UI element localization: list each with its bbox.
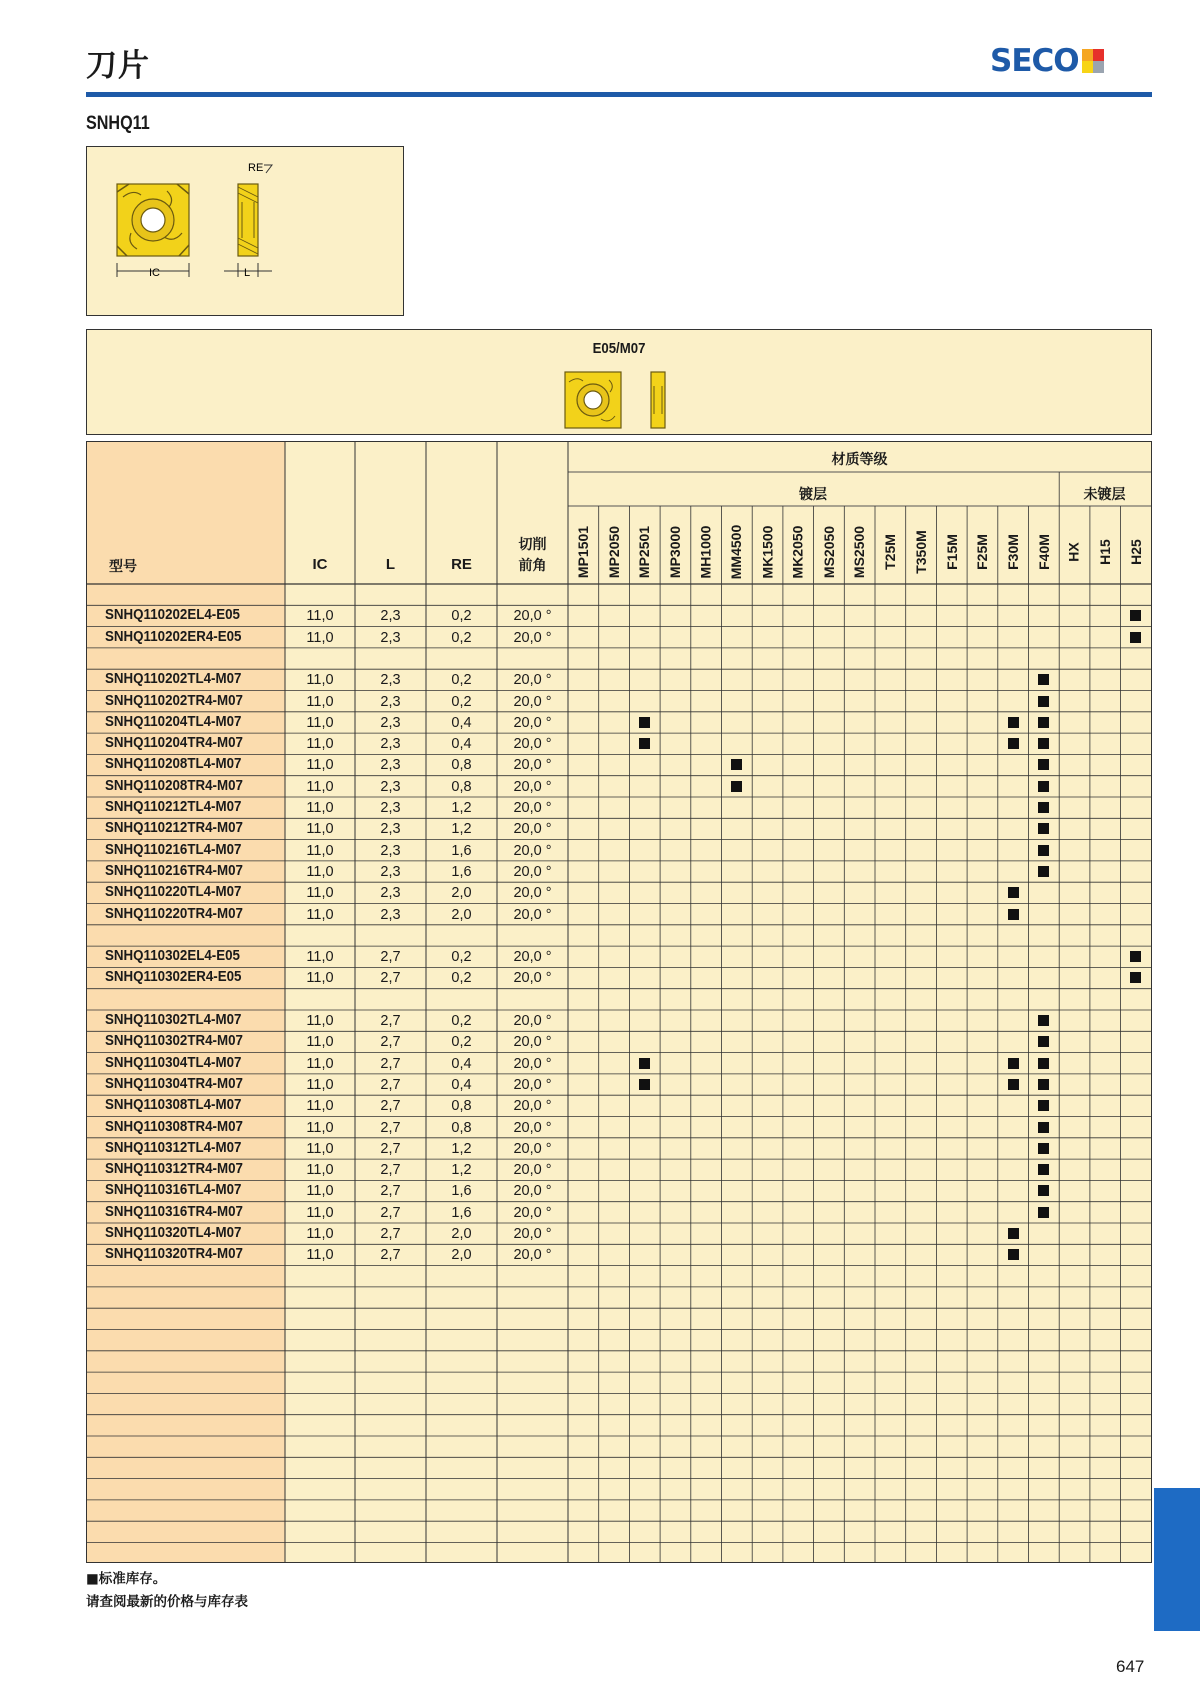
model-code: SNHQ110202EL4-E05 xyxy=(105,607,240,624)
stock-mark-f40m xyxy=(1038,1207,1049,1218)
table-row xyxy=(87,1053,1151,1074)
cell-ic: 11,0 xyxy=(306,863,334,880)
cell-angle: 20,0 ° xyxy=(513,1098,552,1115)
cell-angle: 20,0 ° xyxy=(513,1204,552,1221)
cell-ic: 11,0 xyxy=(306,949,334,966)
stock-mark-f40m xyxy=(1038,674,1049,685)
cell-ic: 11,0 xyxy=(306,1055,334,1072)
header-uncoated: 未镀层 xyxy=(1083,487,1126,503)
table-row xyxy=(87,904,1151,925)
stock-mark-f40m xyxy=(1038,781,1049,792)
grade-header-label: MS2500 xyxy=(851,525,868,579)
cell-l: 2,3 xyxy=(380,778,401,795)
model-code: SNHQ110308TL4-M07 xyxy=(105,1097,242,1114)
insert-table xyxy=(86,441,1152,1563)
cell-re: 1,2 xyxy=(451,1162,472,1179)
cell-ic: 11,0 xyxy=(306,778,334,795)
table-row xyxy=(87,1223,1151,1244)
ic-label: IC xyxy=(149,267,160,279)
grade-header-t25m xyxy=(875,508,905,596)
stock-mark-f40m xyxy=(1038,717,1049,728)
grade-header-mk1500 xyxy=(752,508,782,596)
stock-mark-f40m xyxy=(1038,823,1049,834)
cell-l: 2,7 xyxy=(380,1098,401,1115)
cell-angle: 20,0 ° xyxy=(513,821,552,838)
cell-ic: 11,0 xyxy=(306,1247,334,1264)
cell-l: 2,3 xyxy=(380,736,401,753)
cell-angle: 20,0 ° xyxy=(513,736,552,753)
cell-re: 0,8 xyxy=(451,1119,472,1136)
stock-mark-f40m xyxy=(1038,759,1049,770)
grade-header-label: F30M xyxy=(1004,534,1021,570)
stock-mark-f40m xyxy=(1038,738,1049,749)
model-code: SNHQ110212TR4-M07 xyxy=(105,820,243,837)
cell-ic: 11,0 xyxy=(306,1098,334,1115)
cell-l: 2,7 xyxy=(380,1204,401,1221)
cell-re: 0,4 xyxy=(451,1055,472,1072)
cell-re: 0,4 xyxy=(451,736,472,753)
cell-re: 2,0 xyxy=(451,1247,472,1264)
cell-angle: 20,0 ° xyxy=(513,1183,552,1200)
table-row xyxy=(87,605,1151,626)
grade-header-mp2501 xyxy=(629,508,659,596)
chipbreaker-label: E05/M07 xyxy=(592,340,646,357)
stock-mark-h25 xyxy=(1130,610,1141,621)
model-code: SNHQ110204TR4-M07 xyxy=(105,735,243,752)
stock-mark-f40m xyxy=(1038,1143,1049,1154)
cell-re: 1,2 xyxy=(451,800,472,816)
grade-header-label: HX xyxy=(1066,542,1083,562)
cell-angle: 20,0 ° xyxy=(513,885,552,902)
table-row xyxy=(87,861,1151,882)
cell-ic: 11,0 xyxy=(306,1034,334,1051)
chipbreaker-banner xyxy=(86,329,1152,435)
cell-angle: 20,0 ° xyxy=(513,778,552,795)
grade-header-ms2500 xyxy=(844,508,874,596)
table-row xyxy=(87,691,1151,712)
grade-header-label: T25M xyxy=(882,534,899,570)
stock-mark-f40m xyxy=(1038,866,1049,877)
cell-re: 0,2 xyxy=(451,949,472,966)
cell-angle: 20,0 ° xyxy=(513,608,552,625)
grade-header-f30m xyxy=(998,508,1028,596)
grade-header-t350m xyxy=(906,508,936,596)
cell-re: 1,6 xyxy=(451,1204,472,1221)
cell-l: 2,3 xyxy=(380,821,401,838)
model-code: SNHQ110202TR4-M07 xyxy=(105,692,243,709)
grade-header-label: MK1500 xyxy=(759,525,776,579)
stock-legend: ■标准库存。 xyxy=(86,1571,167,1587)
stock-mark-h25 xyxy=(1130,972,1141,983)
product-code: SNHQ11 xyxy=(86,113,150,134)
cell-ic: 11,0 xyxy=(306,714,334,731)
model-code: SNHQ110208TL4-M07 xyxy=(105,756,242,773)
header-grade-group: 材质等级 xyxy=(831,452,888,468)
chipbreaker-insert-icon xyxy=(87,330,1151,434)
cell-re: 0,2 xyxy=(451,970,472,987)
cell-angle: 20,0 ° xyxy=(513,1226,552,1242)
cell-l: 2,3 xyxy=(380,629,401,646)
cell-ic: 11,0 xyxy=(306,1140,334,1157)
header-angle-line2: 前角 xyxy=(518,558,547,574)
cell-l: 2,7 xyxy=(380,1119,401,1136)
stock-mark-f30m xyxy=(1008,738,1019,749)
cell-ic: 11,0 xyxy=(306,800,334,816)
grade-header-label: MH1000 xyxy=(697,525,714,579)
model-code: SNHQ110220TL4-M07 xyxy=(105,884,242,901)
cell-ic: 11,0 xyxy=(306,906,334,923)
table-row xyxy=(87,818,1151,839)
cell-l: 2,3 xyxy=(380,906,401,923)
cell-angle: 20,0 ° xyxy=(513,800,552,816)
stock-mark-f30m xyxy=(1008,1249,1019,1260)
table-row xyxy=(87,712,1151,733)
table-row xyxy=(87,1244,1151,1265)
grade-header-mp1501 xyxy=(568,508,598,596)
table-row xyxy=(87,754,1151,775)
grade-header-f40m xyxy=(1029,508,1059,596)
cell-re: 0,2 xyxy=(451,672,472,689)
re-label: RE xyxy=(248,162,264,174)
cell-angle: 20,0 ° xyxy=(513,1119,552,1136)
cell-angle: 20,0 ° xyxy=(513,672,552,689)
grade-header-mh1000 xyxy=(691,508,721,596)
cell-re: 1,6 xyxy=(451,1183,472,1200)
cell-ic: 11,0 xyxy=(306,1076,334,1093)
stock-mark-f40m xyxy=(1038,1079,1049,1090)
cell-re: 0,2 xyxy=(451,1034,472,1051)
model-code: SNHQ110312TL4-M07 xyxy=(105,1139,242,1156)
stock-mark-f40m xyxy=(1038,1122,1049,1133)
grade-header-label: MP3000 xyxy=(667,525,684,579)
table-row xyxy=(87,1031,1151,1052)
header-coated: 镀层 xyxy=(799,487,827,503)
cell-re: 0,2 xyxy=(451,1013,472,1029)
model-code: SNHQ110216TR4-M07 xyxy=(105,862,243,879)
cell-angle: 20,0 ° xyxy=(513,906,552,923)
grade-header-ms2050 xyxy=(814,508,844,596)
table-row xyxy=(87,1138,1151,1159)
cell-angle: 20,0 ° xyxy=(513,693,552,710)
cell-l: 2,7 xyxy=(380,1055,401,1072)
cell-ic: 11,0 xyxy=(306,629,334,646)
seco-logo xyxy=(990,44,1104,78)
model-code: SNHQ110302TR4-M07 xyxy=(105,1033,243,1050)
stock-mark-f40m xyxy=(1038,1100,1049,1111)
cell-angle: 20,0 ° xyxy=(513,970,552,987)
cell-ic: 11,0 xyxy=(306,608,334,625)
stock-mark-h25 xyxy=(1130,951,1141,962)
table-row xyxy=(87,1180,1151,1201)
table-row xyxy=(87,967,1151,988)
model-code: SNHQ110304TR4-M07 xyxy=(105,1075,243,1092)
cell-angle: 20,0 ° xyxy=(513,1013,552,1029)
grade-header-label: F25M xyxy=(974,534,991,570)
cell-re: 2,0 xyxy=(451,885,472,902)
model-code: SNHQ110312TR4-M07 xyxy=(105,1161,243,1178)
model-code: SNHQ110320TR4-M07 xyxy=(105,1246,243,1263)
cell-ic: 11,0 xyxy=(306,1119,334,1136)
cell-l: 2,7 xyxy=(380,1076,401,1093)
stock-mark-mm4500 xyxy=(731,759,742,770)
cell-l: 2,7 xyxy=(380,1140,401,1157)
model-code: SNHQ110212TL4-M07 xyxy=(105,799,242,815)
stock-mark-f30m xyxy=(1008,1228,1019,1239)
cell-l: 2,3 xyxy=(380,757,401,774)
model-code: SNHQ110302ER4-E05 xyxy=(105,969,242,986)
grade-header-label: MP1501 xyxy=(575,525,591,579)
grade-header-label: H25 xyxy=(1127,539,1144,565)
header-angle-line1: 切削 xyxy=(518,537,547,553)
grade-header-h15 xyxy=(1090,508,1120,596)
model-code: SNHQ110204TL4-M07 xyxy=(105,713,242,730)
table-row xyxy=(87,1202,1151,1223)
cell-l: 2,7 xyxy=(380,970,401,987)
stock-mark-f30m xyxy=(1008,1058,1019,1069)
cell-angle: 20,0 ° xyxy=(513,1247,552,1264)
grade-header-label: MK2050 xyxy=(789,525,806,579)
header-l: L xyxy=(385,556,396,573)
header-re: RE xyxy=(451,556,472,573)
cell-angle: 20,0 ° xyxy=(513,842,552,859)
cell-angle: 20,0 ° xyxy=(513,949,552,966)
cell-angle: 20,0 ° xyxy=(513,1034,552,1051)
model-code: SNHQ110220TR4-M07 xyxy=(105,905,243,922)
stock-mark-f40m xyxy=(1038,1164,1049,1175)
stock-mark-mp2501 xyxy=(639,738,650,749)
grade-header-label: F40M xyxy=(1035,534,1052,570)
cell-re: 0,8 xyxy=(451,1098,472,1115)
cell-re: 0,2 xyxy=(451,608,472,625)
stock-mark-mp2501 xyxy=(639,1079,650,1090)
cell-angle: 20,0 ° xyxy=(513,757,552,774)
insert-dimension-diagram xyxy=(86,146,404,316)
stock-mark-f30m xyxy=(1008,717,1019,728)
cell-ic: 11,0 xyxy=(306,1183,334,1200)
grade-header-mp3000 xyxy=(660,508,690,596)
grade-header-f25m xyxy=(967,508,997,596)
table-row xyxy=(87,882,1151,903)
stock-mark-f30m xyxy=(1008,887,1019,898)
section-tab xyxy=(1154,1488,1200,1631)
l-label: L xyxy=(244,267,251,279)
cell-l: 2,3 xyxy=(380,714,401,731)
model-code: SNHQ110202TL4-M07 xyxy=(105,671,242,688)
model-code: SNHQ110304TL4-M07 xyxy=(105,1054,242,1071)
cell-re: 0,4 xyxy=(451,714,472,731)
cell-re: 0,8 xyxy=(451,778,472,795)
insert-diagram-icon xyxy=(87,147,403,315)
model-code: SNHQ110302TL4-M07 xyxy=(105,1012,242,1028)
header-ic: IC xyxy=(312,556,328,573)
cell-ic: 11,0 xyxy=(306,757,334,774)
cell-l: 2,7 xyxy=(380,1034,401,1051)
table-row xyxy=(87,840,1151,861)
cell-angle: 20,0 ° xyxy=(513,1055,552,1072)
cell-l: 2,3 xyxy=(380,800,401,816)
stock-mark-f40m xyxy=(1038,1058,1049,1069)
page-number: 647 xyxy=(1116,1657,1145,1676)
cell-re: 1,2 xyxy=(451,821,472,838)
cell-ic: 11,0 xyxy=(306,693,334,710)
cell-ic: 11,0 xyxy=(306,1162,334,1179)
cell-angle: 20,0 ° xyxy=(513,629,552,646)
cell-angle: 20,0 ° xyxy=(513,863,552,880)
stock-mark-f40m xyxy=(1038,1015,1049,1026)
cell-l: 2,7 xyxy=(380,1247,401,1264)
cell-angle: 20,0 ° xyxy=(513,714,552,731)
stock-mark-f30m xyxy=(1008,909,1019,920)
cell-ic: 11,0 xyxy=(306,970,334,987)
page-title: 刀片 xyxy=(86,48,150,84)
cell-l: 2,7 xyxy=(380,1162,401,1179)
grade-header-label: F15M xyxy=(943,534,960,570)
grade-header-label: MS2050 xyxy=(820,525,837,579)
cell-l: 2,3 xyxy=(380,842,401,859)
cell-angle: 20,0 ° xyxy=(513,1076,552,1093)
cell-re: 2,0 xyxy=(451,1226,472,1242)
table-row xyxy=(87,1010,1151,1031)
cell-ic: 11,0 xyxy=(306,842,334,859)
stock-mark-f40m xyxy=(1038,845,1049,856)
grade-header-label: MM4500 xyxy=(728,524,745,580)
cell-re: 2,0 xyxy=(451,906,472,923)
cell-re: 1,2 xyxy=(451,1140,472,1157)
price-note: 请查阅最新的价格与库存表 xyxy=(86,1594,248,1610)
stock-mark-h25 xyxy=(1130,632,1141,643)
cell-re: 1,6 xyxy=(451,863,472,880)
cell-angle: 20,0 ° xyxy=(513,1162,552,1179)
table-row xyxy=(87,797,1151,818)
stock-mark-mp2501 xyxy=(639,1058,650,1069)
cell-re: 0,2 xyxy=(451,693,472,710)
cell-ic: 11,0 xyxy=(306,672,334,689)
cell-l: 2,3 xyxy=(380,693,401,710)
cell-l: 2,3 xyxy=(380,608,401,625)
grade-header-f15m xyxy=(936,508,966,596)
model-code: SNHQ110216TL4-M07 xyxy=(105,841,242,858)
grade-header-mp2050 xyxy=(599,508,629,596)
model-code: SNHQ110208TR4-M07 xyxy=(105,777,243,794)
cell-angle: 20,0 ° xyxy=(513,1140,552,1157)
stock-mark-f40m xyxy=(1038,696,1049,707)
cell-l: 2,7 xyxy=(380,949,401,966)
cell-ic: 11,0 xyxy=(306,821,334,838)
cell-ic: 11,0 xyxy=(306,1013,334,1029)
model-code: SNHQ110202ER4-E05 xyxy=(105,628,242,645)
table-row xyxy=(87,627,1151,648)
grade-header-mm4500 xyxy=(722,508,752,596)
table-row xyxy=(87,1074,1151,1095)
logo-mark-icon xyxy=(1082,49,1104,73)
cell-ic: 11,0 xyxy=(306,1204,334,1221)
cell-ic: 11,0 xyxy=(306,736,334,753)
cell-l: 2,3 xyxy=(380,672,401,689)
model-code: SNHQ110308TR4-M07 xyxy=(105,1118,243,1135)
grade-header-label: T350M xyxy=(912,530,929,574)
model-code: SNHQ110316TR4-M07 xyxy=(105,1203,243,1220)
cell-ic: 11,0 xyxy=(306,1226,334,1242)
header-rule xyxy=(86,92,1152,97)
stock-mark-f30m xyxy=(1008,1079,1019,1090)
cell-l: 2,7 xyxy=(380,1226,401,1242)
cell-re: 0,8 xyxy=(451,757,472,774)
grade-header-label: MP2050 xyxy=(605,525,622,579)
cell-l: 2,3 xyxy=(380,863,401,880)
grade-header-label: H15 xyxy=(1096,539,1113,565)
stock-mark-mp2501 xyxy=(639,717,650,728)
table-row xyxy=(87,733,1151,754)
table-row xyxy=(87,946,1151,967)
stock-mark-f40m xyxy=(1038,1185,1049,1196)
model-code: SNHQ110320TL4-M07 xyxy=(105,1225,242,1241)
table-row xyxy=(87,1117,1151,1138)
grade-header-h25 xyxy=(1121,508,1151,596)
stock-mark-f40m xyxy=(1038,1036,1049,1047)
cell-l: 2,7 xyxy=(380,1183,401,1200)
stock-mark-f40m xyxy=(1038,802,1049,813)
cell-ic: 11,0 xyxy=(306,885,334,902)
grade-header-hx xyxy=(1059,508,1089,596)
table-row xyxy=(87,669,1151,690)
cell-re: 0,2 xyxy=(451,629,472,646)
table-row xyxy=(87,1159,1151,1180)
grade-header-label: MP2501 xyxy=(636,525,653,579)
cell-l: 2,3 xyxy=(380,885,401,902)
model-code: SNHQ110302EL4-E05 xyxy=(105,948,240,965)
cell-re: 1,6 xyxy=(451,842,472,859)
logo-text: SECO xyxy=(990,43,1079,79)
cell-l: 2,7 xyxy=(380,1013,401,1029)
table-row xyxy=(87,776,1151,797)
stock-mark-mm4500 xyxy=(731,781,742,792)
table-row xyxy=(87,1095,1151,1116)
cell-re: 0,4 xyxy=(451,1076,472,1093)
model-code: SNHQ110316TL4-M07 xyxy=(105,1182,242,1199)
header-model: 型号 xyxy=(109,559,137,575)
grade-header-mk2050 xyxy=(783,508,813,596)
